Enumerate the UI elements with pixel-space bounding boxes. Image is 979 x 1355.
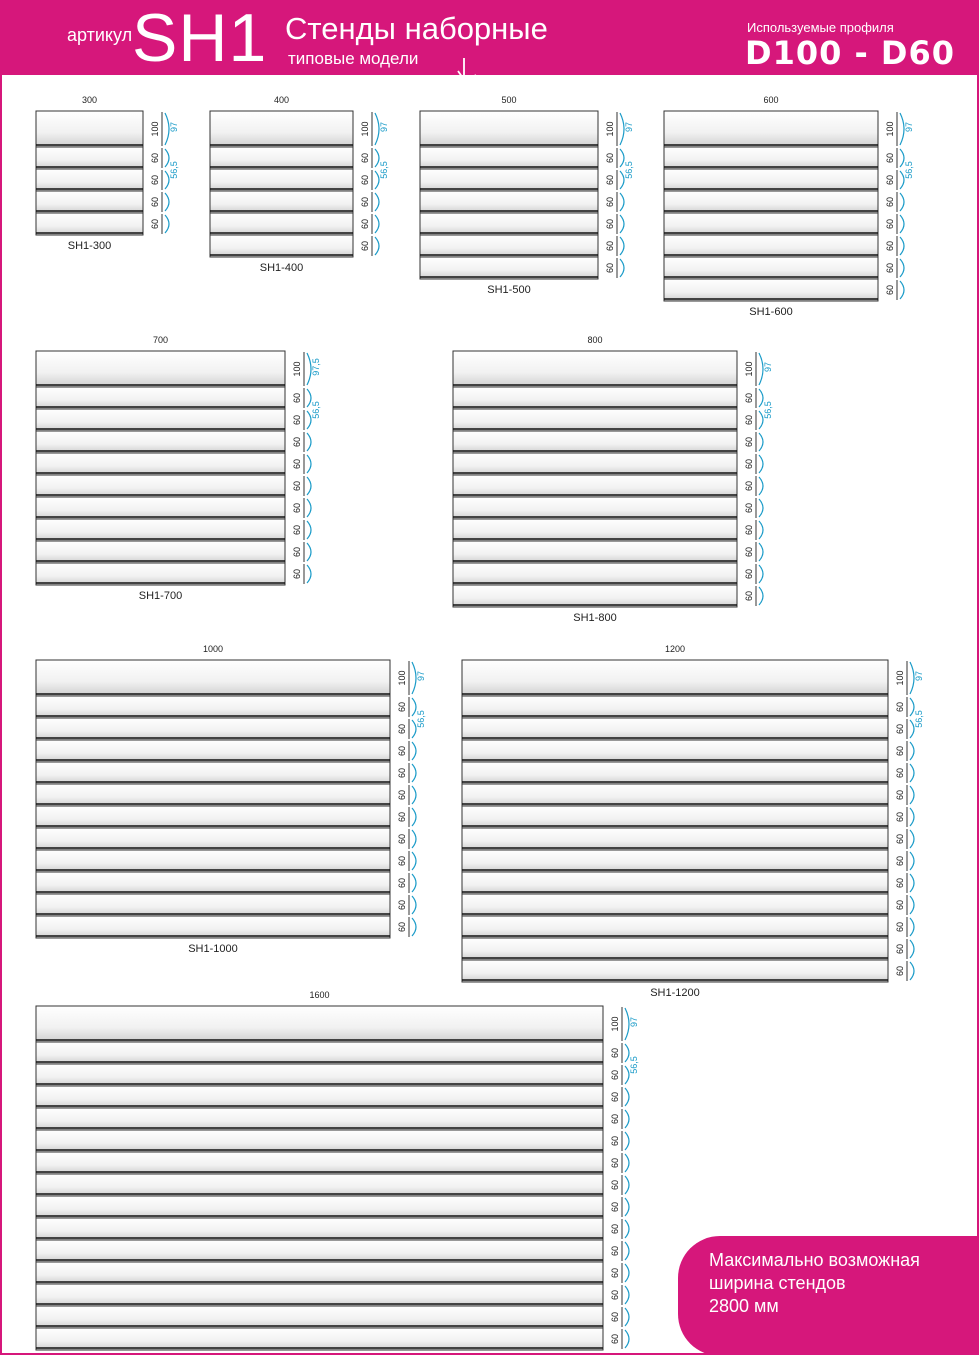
- profile-curve: [375, 237, 379, 255]
- row-height-label: 60: [605, 218, 615, 230]
- stand-sh1-1200: [462, 644, 924, 999]
- row-height-label: 60: [397, 723, 407, 735]
- stand-sh1-400: [210, 95, 389, 274]
- row-height-label: 60: [292, 436, 302, 448]
- profile-curve: [910, 940, 914, 958]
- row-height-label: 100: [150, 121, 160, 137]
- row-height-label: 100: [895, 670, 905, 686]
- stand-sh1-1000: [36, 644, 426, 955]
- row-height-label: 60: [895, 745, 905, 757]
- board-panel: [36, 1240, 603, 1262]
- row-height-label: 60: [292, 568, 302, 580]
- profile-curve: [375, 215, 379, 233]
- row-height-label: 60: [610, 1245, 620, 1257]
- board-panel: [36, 563, 285, 585]
- row-height-label: 60: [397, 811, 407, 823]
- profile-curve: [625, 1110, 629, 1128]
- row-height-label: 60: [885, 174, 895, 186]
- profile-d60-dim: 56,5: [311, 401, 321, 419]
- profile-curve: [900, 193, 904, 211]
- profile-curve: [759, 433, 763, 451]
- row-height-label: 100: [885, 121, 895, 137]
- stand-width-label: 300: [81, 95, 98, 105]
- board-panel: [462, 696, 888, 718]
- board-panel: [664, 213, 878, 235]
- board-panel: [462, 872, 888, 894]
- stand-width-label: 800: [587, 335, 603, 345]
- row-height-label: 60: [150, 174, 160, 186]
- row-height-label: 60: [150, 218, 160, 230]
- board-panel: [453, 497, 737, 519]
- row-height-label: 60: [610, 1069, 620, 1081]
- profile-curve: [412, 918, 416, 936]
- page-title: Стенды наборные: [285, 11, 548, 46]
- profile-curve: [620, 215, 624, 233]
- profile-curve: [307, 565, 311, 583]
- profiles-value: D100 - D60: [745, 34, 956, 72]
- board-panel: [453, 475, 737, 497]
- board-panel: [462, 740, 888, 762]
- profile-curve: [165, 215, 169, 233]
- profile-d60-dim: 56,5: [629, 1056, 639, 1074]
- profile-curve: [910, 918, 914, 936]
- profile-d60-dim: 56,5: [904, 161, 914, 179]
- row-height-label: 60: [610, 1333, 620, 1345]
- board-panel: [210, 111, 353, 147]
- row-height-label: 60: [885, 284, 895, 296]
- board-panel: [453, 409, 737, 431]
- board-panel: [210, 169, 353, 191]
- board-panel: [420, 147, 598, 169]
- stand-sh1-600: [664, 95, 914, 318]
- board-panel: [36, 1042, 603, 1064]
- profile-curve: [625, 1242, 629, 1260]
- board-panel: [453, 387, 737, 409]
- board-panel: [462, 916, 888, 938]
- row-height-label: 60: [360, 240, 370, 252]
- profile-curve: [412, 786, 416, 804]
- profile-curve: [625, 1088, 629, 1106]
- note-line-3: 2800 мм: [709, 1296, 779, 1316]
- row-height-label: 60: [885, 240, 895, 252]
- board-panel: [462, 806, 888, 828]
- profile-curve: [900, 215, 904, 233]
- profile-d100-dim: 97,5: [311, 358, 321, 376]
- profile-curve: [910, 896, 914, 914]
- row-height-label: 60: [292, 414, 302, 426]
- profile-curve: [910, 962, 914, 980]
- row-height-label: 60: [360, 218, 370, 230]
- row-height-label: 60: [610, 1113, 620, 1125]
- board-panel: [36, 872, 390, 894]
- profile-curve: [412, 764, 416, 782]
- board-panel: [462, 960, 888, 982]
- row-height-label: 60: [605, 196, 615, 208]
- board-panel: [36, 1086, 603, 1108]
- board-panel: [210, 235, 353, 257]
- profile-curve: [307, 499, 311, 517]
- board-panel: [36, 916, 390, 938]
- row-height-label: 100: [744, 361, 754, 377]
- row-height-label: 60: [744, 502, 754, 514]
- row-height-label: 60: [744, 414, 754, 426]
- profile-d60-dim: 56,5: [763, 401, 773, 419]
- board-panel: [664, 257, 878, 279]
- row-height-label: 60: [744, 524, 754, 536]
- stand-name-label: SH1-800: [573, 612, 617, 624]
- board-panel: [36, 660, 390, 696]
- board-panel: [420, 111, 598, 147]
- profile-curve: [910, 852, 914, 870]
- row-height-label: 60: [744, 546, 754, 558]
- row-height-label: 60: [610, 1201, 620, 1213]
- profile-curve: [307, 433, 311, 451]
- board-panel: [36, 409, 285, 431]
- board-panel: [462, 660, 888, 696]
- stand-sh1-300: [36, 95, 179, 252]
- profile-curve: [900, 237, 904, 255]
- profile-d60-dim: 56,5: [416, 710, 426, 728]
- board-panel: [462, 894, 888, 916]
- profile-curve: [759, 587, 763, 605]
- board-panel: [36, 1218, 603, 1240]
- board-panel: [36, 147, 143, 169]
- row-height-label: 100: [605, 121, 615, 137]
- board-panel: [664, 279, 878, 301]
- board-panel: [210, 191, 353, 213]
- board-panel: [453, 585, 737, 607]
- row-height-label: 60: [895, 701, 905, 713]
- profile-curve: [625, 1220, 629, 1238]
- profile-curve: [759, 499, 763, 517]
- row-height-label: 100: [360, 121, 370, 137]
- board-panel: [36, 740, 390, 762]
- board-panel: [36, 784, 390, 806]
- stand-name-label: SH1-400: [259, 262, 304, 274]
- board-panel: [453, 541, 737, 563]
- board-panel: [36, 850, 390, 872]
- row-height-label: 60: [744, 480, 754, 492]
- board-panel: [462, 784, 888, 806]
- row-height-label: 60: [610, 1289, 620, 1301]
- stand-width-label: 400: [273, 95, 290, 105]
- board-panel: [462, 938, 888, 960]
- board-panel: [36, 453, 285, 475]
- profile-curve: [759, 565, 763, 583]
- board-panel: [36, 213, 143, 235]
- stand-sh1-800: [453, 335, 773, 624]
- profile-d60-dim: 56,5: [379, 161, 389, 179]
- row-height-label: 60: [895, 965, 905, 977]
- board-panel: [36, 191, 143, 213]
- row-height-label: 60: [895, 767, 905, 779]
- board-panel: [462, 850, 888, 872]
- board-panel: [664, 111, 878, 147]
- row-height-label: 60: [895, 899, 905, 911]
- profile-curve: [307, 543, 311, 561]
- row-height-label: 60: [885, 262, 895, 274]
- board-panel: [36, 1284, 603, 1306]
- profile-curve: [412, 830, 416, 848]
- row-height-label: 60: [895, 943, 905, 955]
- profile-d60-dim: 56,5: [914, 710, 924, 728]
- profile-curve: [307, 477, 311, 495]
- row-height-label: 60: [744, 590, 754, 602]
- profile-curve: [625, 1330, 629, 1348]
- row-height-label: 60: [150, 196, 160, 208]
- row-height-label: 60: [292, 546, 302, 558]
- profile-d60-dim: 56,5: [169, 161, 179, 179]
- row-height-label: 60: [610, 1223, 620, 1235]
- row-height-label: 60: [895, 855, 905, 867]
- board-panel: [664, 169, 878, 191]
- profile-curve: [910, 786, 914, 804]
- board-panel: [462, 828, 888, 850]
- row-height-label: 60: [610, 1135, 620, 1147]
- board-panel: [36, 894, 390, 916]
- board-panel: [36, 696, 390, 718]
- board-panel: [420, 257, 598, 279]
- board-panel: [453, 351, 737, 387]
- stand-width-label: 600: [763, 95, 779, 105]
- profile-d100-dim: 97: [629, 1016, 639, 1028]
- board-panel: [36, 351, 285, 387]
- board-panel: [36, 1262, 603, 1284]
- stand-name-label: SH1-1000: [188, 943, 238, 955]
- profile-curve: [759, 521, 763, 539]
- row-height-label: 60: [610, 1047, 620, 1059]
- board-panel: [36, 1328, 603, 1350]
- row-height-label: 60: [397, 899, 407, 911]
- row-height-label: 60: [360, 196, 370, 208]
- board-panel: [36, 1064, 603, 1086]
- profile-curve: [910, 764, 914, 782]
- row-height-label: 60: [610, 1311, 620, 1323]
- board-panel: [210, 213, 353, 235]
- profile-d100-dim: 97: [624, 121, 634, 133]
- stand-sh1-1600: [36, 990, 639, 1355]
- board-panel: [36, 718, 390, 740]
- stand-width-label: 1000: [202, 644, 224, 654]
- profile-curve: [412, 896, 416, 914]
- row-height-label: 60: [360, 152, 370, 164]
- row-height-label: 60: [895, 789, 905, 801]
- profile-curve: [412, 742, 416, 760]
- stand-sh1-500: [420, 95, 634, 296]
- board-panel: [420, 213, 598, 235]
- profile-curve: [910, 830, 914, 848]
- profile-curve: [900, 281, 904, 299]
- profile-curve: [625, 1286, 629, 1304]
- max-width-note: [678, 1236, 979, 1355]
- board-panel: [36, 1196, 603, 1218]
- profile-d100-dim: 97: [379, 121, 389, 133]
- board-panel: [36, 387, 285, 409]
- row-height-label: 60: [360, 174, 370, 186]
- profile-curve: [759, 543, 763, 561]
- board-panel: [210, 147, 353, 169]
- profiles-label: Используемые профиля: [747, 20, 894, 35]
- row-height-label: 60: [610, 1179, 620, 1191]
- board-panel: [36, 806, 390, 828]
- row-height-label: 60: [885, 196, 895, 208]
- profile-curve: [759, 455, 763, 473]
- row-height-label: 60: [605, 174, 615, 186]
- board-panel: [36, 1130, 603, 1152]
- profile-curve: [625, 1132, 629, 1150]
- row-height-label: 60: [397, 789, 407, 801]
- row-height-label: 60: [895, 811, 905, 823]
- row-height-label: 60: [397, 745, 407, 757]
- board-panel: [36, 431, 285, 453]
- row-height-label: 60: [895, 833, 905, 845]
- profile-curve: [165, 193, 169, 211]
- profile-curve: [307, 455, 311, 473]
- profile-curve: [910, 808, 914, 826]
- row-height-label: 60: [397, 855, 407, 867]
- row-height-label: 60: [397, 701, 407, 713]
- board-panel: [420, 169, 598, 191]
- board-panel: [453, 431, 737, 453]
- row-height-label: 60: [744, 458, 754, 470]
- profile-d100-dim: 97: [416, 670, 426, 682]
- stand-width-label: 700: [152, 335, 169, 345]
- row-height-label: 60: [292, 480, 302, 492]
- profile-d60-dim: 56,5: [624, 161, 634, 179]
- stand-name-label: SH1-300: [67, 240, 112, 252]
- note-line-2: ширина стендов: [709, 1273, 846, 1293]
- profile-curve: [412, 874, 416, 892]
- row-height-label: 60: [744, 392, 754, 404]
- board-panel: [664, 147, 878, 169]
- row-height-label: 60: [397, 877, 407, 889]
- row-height-label: 60: [292, 502, 302, 514]
- profile-curve: [412, 852, 416, 870]
- board-panel: [462, 718, 888, 740]
- profile-curve: [625, 1308, 629, 1326]
- row-height-label: 60: [605, 152, 615, 164]
- stand-sh1-700: [36, 335, 321, 602]
- row-height-label: 60: [895, 877, 905, 889]
- row-height-label: 60: [397, 921, 407, 933]
- row-height-label: 60: [895, 921, 905, 933]
- row-height-label: 100: [610, 1016, 620, 1032]
- board-panel: [36, 169, 143, 191]
- profile-curve: [625, 1176, 629, 1194]
- product-code: SH1: [132, 0, 268, 76]
- profile-curve: [759, 477, 763, 495]
- board-panel: [36, 541, 285, 563]
- profile-curve: [620, 259, 624, 277]
- board-panel: [420, 191, 598, 213]
- board-panel: [36, 1306, 603, 1328]
- row-height-label: 60: [605, 240, 615, 252]
- row-height-label: 60: [744, 436, 754, 448]
- profile-curve: [910, 874, 914, 892]
- profile-d100-dim: 97: [169, 121, 179, 133]
- row-height-label: 60: [605, 262, 615, 274]
- profile-curve: [307, 521, 311, 539]
- stand-name-label: SH1-1200: [650, 987, 700, 999]
- board-panel: [453, 519, 737, 541]
- board-panel: [453, 563, 737, 585]
- stand-name-label: SH1-700: [138, 590, 183, 602]
- board-panel: [664, 235, 878, 257]
- board-panel: [36, 1174, 603, 1196]
- board-panel: [36, 497, 285, 519]
- row-height-label: 60: [610, 1091, 620, 1103]
- row-height-label: 60: [895, 723, 905, 735]
- board-panel: [36, 762, 390, 784]
- profile-curve: [375, 193, 379, 211]
- article-label: артикул: [67, 25, 133, 45]
- profile-curve: [625, 1198, 629, 1216]
- row-height-label: 60: [292, 524, 302, 536]
- row-height-label: 60: [610, 1267, 620, 1279]
- board-panel: [36, 1006, 603, 1042]
- board-panel: [36, 1108, 603, 1130]
- profile-curve: [625, 1154, 629, 1172]
- row-height-label: 60: [292, 392, 302, 404]
- row-height-label: 60: [150, 152, 160, 164]
- profile-d100-dim: 97: [914, 670, 924, 682]
- row-height-label: 60: [885, 152, 895, 164]
- profile-curve: [900, 259, 904, 277]
- row-height-label: 100: [292, 361, 302, 377]
- stand-width-label: 1600: [309, 990, 330, 1000]
- profile-d100-dim: 97: [904, 121, 914, 133]
- stand-width-label: 1200: [664, 644, 686, 654]
- row-height-label: 60: [610, 1157, 620, 1169]
- note-line-1: Максимально возможная: [709, 1250, 920, 1270]
- row-height-label: 60: [744, 568, 754, 580]
- row-height-label: 60: [397, 833, 407, 845]
- row-height-label: 60: [397, 767, 407, 779]
- board-panel: [36, 828, 390, 850]
- board-panel: [36, 1152, 603, 1174]
- board-panel: [453, 453, 737, 475]
- row-height-label: 60: [292, 458, 302, 470]
- board-panel: [420, 235, 598, 257]
- profile-curve: [910, 742, 914, 760]
- board-panel: [664, 191, 878, 213]
- stand-width-label: 500: [501, 95, 517, 105]
- board-panel: [36, 475, 285, 497]
- board-panel: [36, 519, 285, 541]
- row-height-label: 100: [397, 670, 407, 686]
- stand-name-label: SH1-500: [487, 284, 531, 296]
- profile-d100-dim: 97: [763, 361, 773, 373]
- board-panel: [462, 762, 888, 784]
- page-subtitle: типовые модели: [288, 49, 419, 68]
- profile-curve: [412, 808, 416, 826]
- profile-curve: [620, 193, 624, 211]
- row-height-label: 60: [885, 218, 895, 230]
- profile-curve: [625, 1264, 629, 1282]
- profile-curve: [620, 237, 624, 255]
- board-panel: [36, 111, 143, 147]
- stand-name-label: SH1-600: [749, 306, 793, 318]
